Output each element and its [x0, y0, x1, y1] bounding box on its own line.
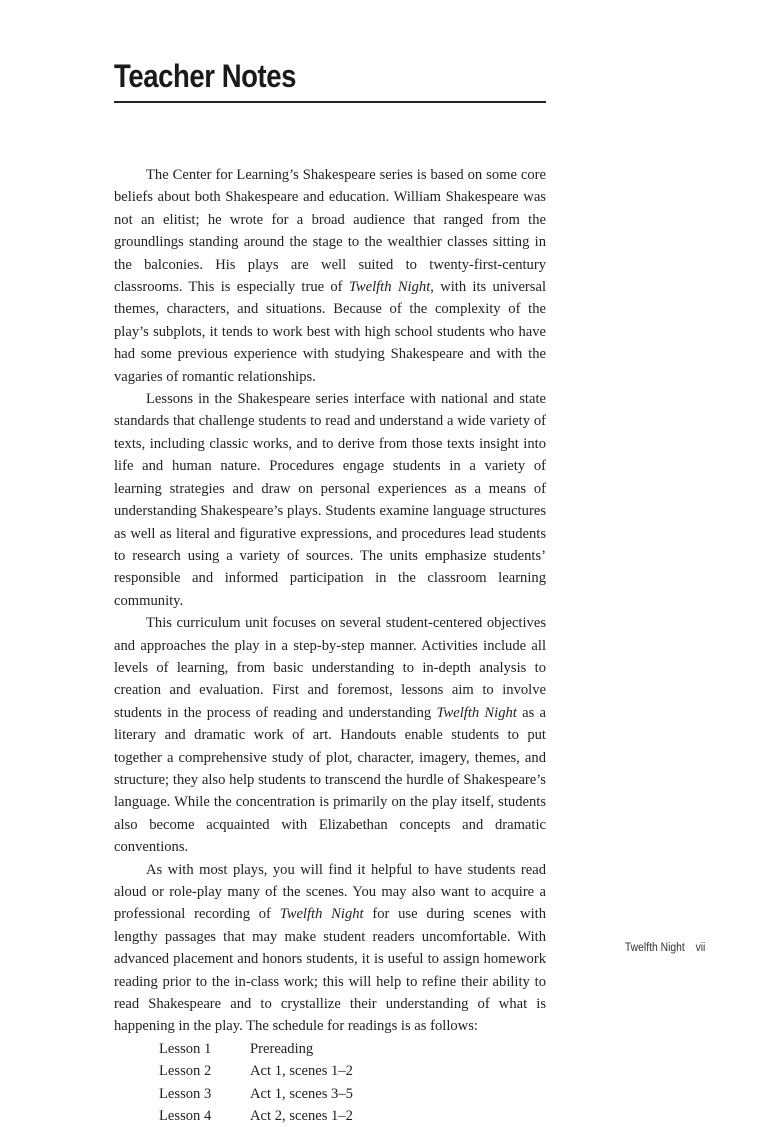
text-segment: , with its universal themes, characters, and situations. Because of the complexity of the play’s subplots, it tends to work best with high school students who have had some previous experience with studying Shakespeare and with the vagaries of romantic relationships. [114, 279, 546, 385]
schedule-reading: Act 1, scenes 3–5 [250, 1085, 353, 1102]
paragraph [114, 859, 546, 1038]
schedule-reading: Act 1, scenes 1–2 [250, 1063, 353, 1080]
text-segment: Lessons in the Shakespeare series interface with national and state standards that challenge students to read and understand a wide variety of texts, including classic works, and to derive from those texts insight into life and human nature. Procedures engage students in a variety of learning strategies and draw on personal experiences as a means of understanding Shakespeare’s plays. Students examine language structures as well as literal and figurative expressions, and procedures lead students to research using a variety of sources. The units emphasize students’ responsible and informed participation in the classroom learning community. [114, 391, 546, 609]
text-segment: As with most plays, you will find it helpful to have students read aloud or role-play many of the scenes. You may also want to acquire a professional recording of [114, 861, 546, 923]
schedule-lesson: Lesson 4 [159, 1108, 212, 1125]
play-title: Twelfth Night [279, 906, 364, 923]
play-title: Twelfth Night [436, 704, 517, 721]
page-number: vii [695, 942, 705, 954]
text-segment: as a literary and dramatic work of art. Handouts enable students to put together a comprehensive study of plot, character, imagery, themes, and structure; they also help students to transcend the hurdle of Shakespeare’s language. While the concentration is primarily on the play itself, students also become acquainted with Elizabethan concepts and dramatic conventions. [114, 704, 547, 856]
text-segment: The Center for Learning’s Shakespeare series is based on some core beliefs about both Shakespeare and education. William Shakespeare was not an elitist; he wrote for a broad audience that ranged from the groundlings standing around the stage to the wealthier classes sitting in the balconies. His plays are well suited to twenty-first-century classrooms. This is especially true of [114, 167, 546, 296]
page-footer [625, 942, 705, 954]
title-rule [114, 101, 546, 103]
schedule-row [114, 1038, 546, 1060]
page-title: Teacher Notes [114, 58, 297, 94]
schedule-row [114, 1060, 546, 1082]
text-segment: This curriculum unit focuses on several student-centered objectives and approaches the play in a step-by-step manner. Activities include all levels of learning, from basic understanding to in-depth analysis to creation and evaluation. First and foremost, lessons aim to involve students in the process of reading and understanding [114, 615, 546, 721]
reading-schedule [114, 1038, 546, 1127]
schedule-row [114, 1105, 546, 1127]
text-segment: for use during scenes with lengthy passages that may make student readers uncomfortable. With advanced placement and honors students, it is useful to assign homework reading prior to the in-class work; this will help to refine their ability to read Shakespeare and to crystallize their understanding of what is happening in the play. The schedule for readings is as follows: [114, 906, 546, 1035]
schedule-lesson: Lesson 3 [159, 1085, 212, 1102]
body-text [114, 164, 546, 1127]
schedule-lesson: Lesson 2 [159, 1063, 212, 1080]
schedule-row [114, 1083, 546, 1105]
schedule-reading: Act 2, scenes 1–2 [250, 1108, 353, 1125]
schedule-reading: Prereading [250, 1040, 314, 1057]
paragraph [114, 612, 546, 858]
paragraph [114, 388, 546, 612]
play-title: Twelfth Night [348, 279, 431, 296]
schedule-lesson: Lesson 1 [159, 1040, 212, 1057]
paragraph [114, 164, 546, 388]
footer-book-title: Twelfth Night [624, 942, 685, 954]
